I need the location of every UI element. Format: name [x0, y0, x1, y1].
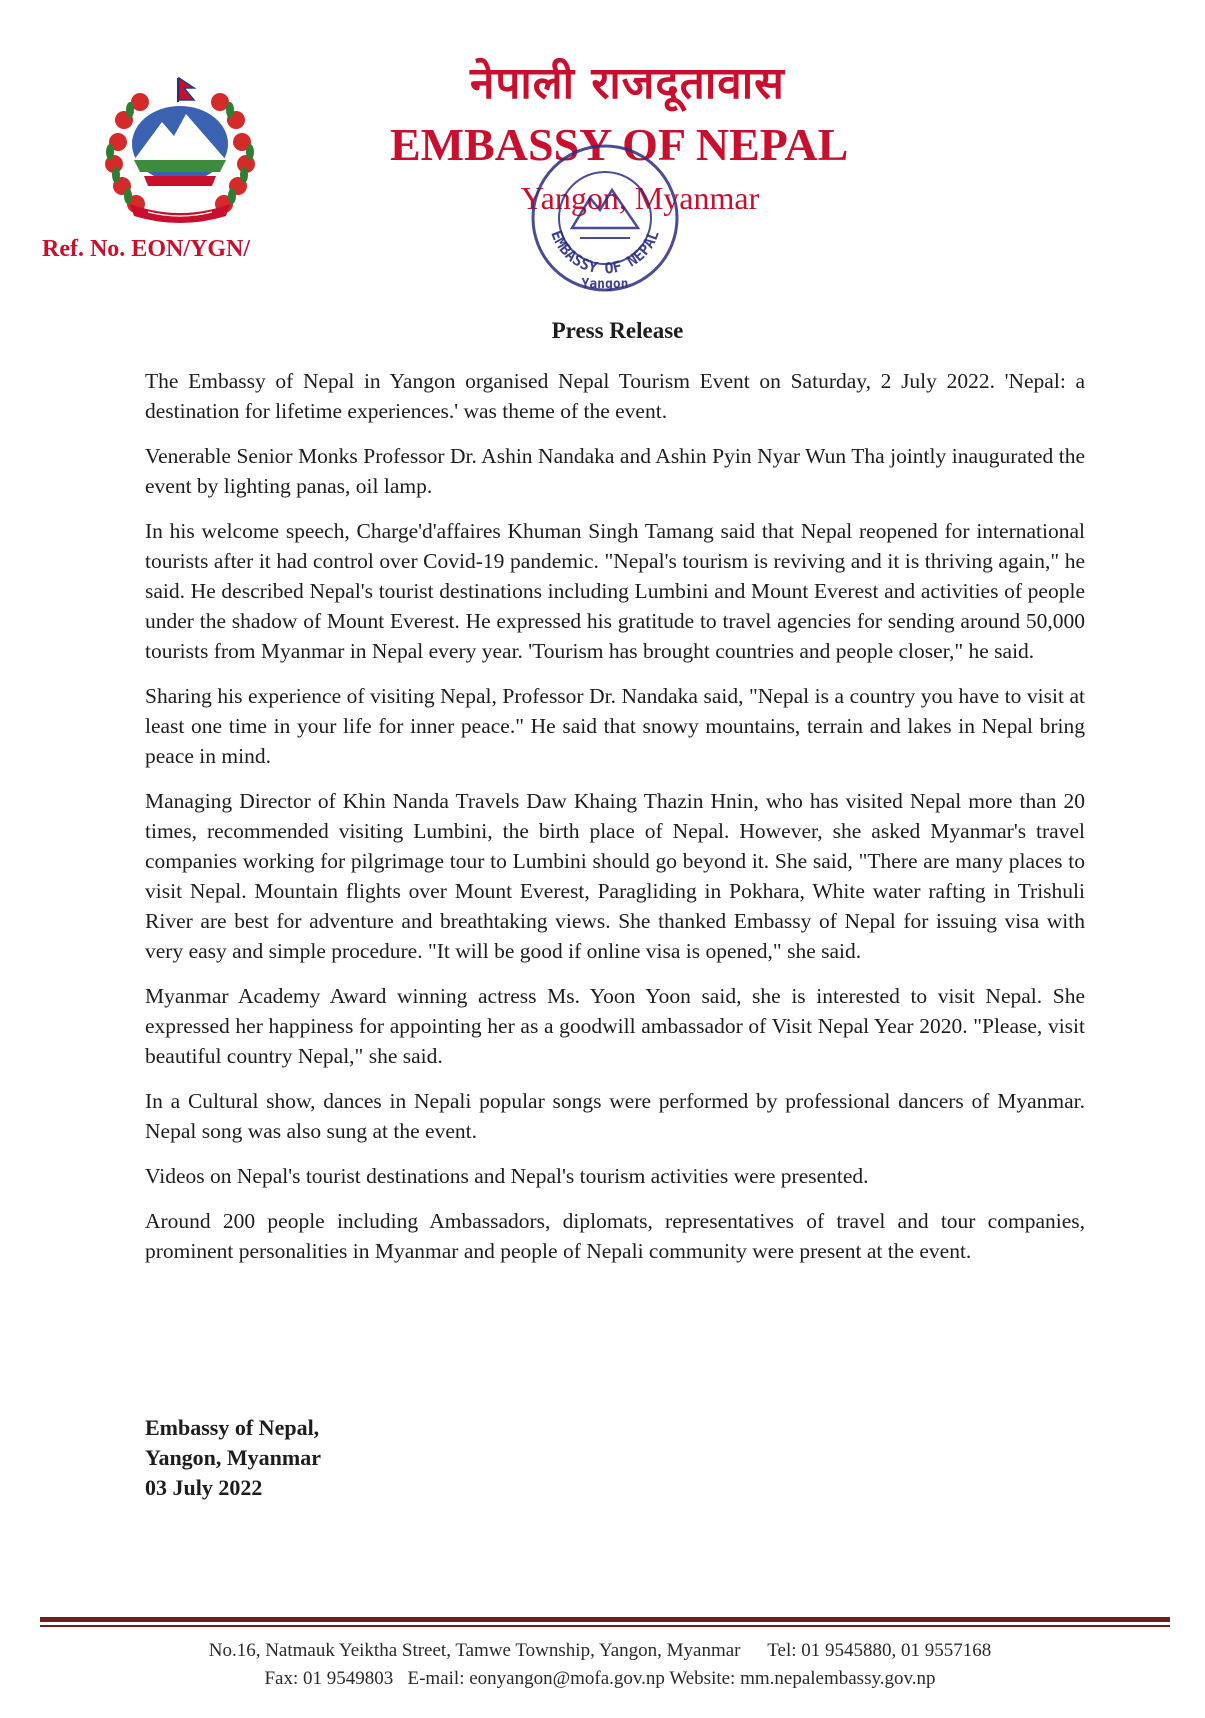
nepali-embassy-title: नेपाली राजदूतावास	[470, 58, 785, 109]
paragraph: In a Cultural show, dances in Nepali popular songs were performed by professional dancers of Myanmar. Nepal song was also sung at the event.	[145, 1089, 1085, 1143]
nepal-emblem-icon	[100, 72, 260, 224]
signature-line: Yangon, Myanmar	[145, 1445, 322, 1470]
paragraph: Sharing his experience of visiting Nepal, Professor Dr. Nandaka said, "Nepal is a country you have to visit at least one time in your life for inner peace." He said that snowy mountains, terrain and lakes in Nepal bring peace in mind.	[145, 684, 1085, 768]
paragraph: The Embassy of Nepal in Yangon organised Nepal Tourism Event on Saturday, 2 July 2022. 'Nepal: a destination for lifetime experiences.' was theme of the event.	[145, 369, 1085, 423]
signature-block	[145, 1413, 321, 1503]
paragraph: Around 200 people including Ambassadors, diplomats, representatives of travel and tour companies, prominent personalities in Myanmar and people of Nepali community were present at the event.	[145, 1209, 1085, 1263]
press-release-body	[145, 366, 1085, 1281]
footer-website[interactable]: Website: mm.nepalembassy.gov.np	[669, 1668, 936, 1689]
paragraph: Myanmar Academy Award winning actress Ms. Yoon Yoon said, she is interested to visit Nepal. She expressed her happiness for appointing her as a goodwill ambassador of Visit Nepal Year 2020. "Please, visit beautiful country Nepal," she said.	[145, 984, 1085, 1068]
signature-date: 03 July 2022	[145, 1475, 263, 1500]
embassy-location: Yangon, Myanmar	[520, 180, 760, 216]
footer-divider-thin	[40, 1625, 1170, 1627]
paragraph: In his welcome speech, Charge'd'affaires Khuman Singh Tamang said that Nepal reopened for international tourists after it had control over Covid-19 pandemic. "Nepal's tourism is reviving and it is thriving again," he said. He described Nepal's tourist destinations including Lumbini and Mount Everest and activities of people under the shadow of Mount Everest. He expressed his gratitude to travel agencies for sending around 50,000 tourists from Myanmar in Nepal every year. 'Tourism has brought countries and people closer," he said.	[145, 519, 1085, 663]
footer-email[interactable]: E-mail: eonyangon@mofa.gov.np	[407, 1668, 665, 1689]
reference-number: Ref. No. EON/YGN/	[42, 236, 250, 262]
svg-text:Yangon: Yangon	[581, 277, 629, 292]
svg-text:EMBASSY OF NEPAL: EMBASSY OF NEPAL	[547, 228, 663, 278]
footer-telephone: Tel: 01 9545880, 01 9557168	[767, 1640, 992, 1661]
footer-divider	[40, 1617, 1170, 1622]
footer-address: No.16, Natmauk Yeiktha Street, Tamwe Township, Yangon, Myanmar	[208, 1640, 741, 1661]
footer-contact	[100, 1637, 1100, 1693]
paragraph: Managing Director of Khin Nanda Travels Daw Khaing Thazin Hnin, who has visited Nepal more than 20 times, recommended visiting Lumbini, the birth place of Nepal. However, she asked Myanmar's travel companies working for pilgrimage tour to Lumbini should go beyond it. She said, "There are many places to visit Nepal. Mountain flights over Mount Everest, Paragliding in Pokhara, White water rafting in Trishuli River are best for adventure and breathtaking views. She thanked Embassy of Nepal for issuing visa with very easy and simple procedure. "It will be good if online visa is opened," she said.	[145, 789, 1085, 963]
press-release-title: Press Release	[551, 318, 684, 343]
signature-line: Embassy of Nepal,	[145, 1415, 320, 1440]
embassy-seal-stamp	[520, 128, 690, 298]
embassy-title: EMBASSY OF NEPAL	[390, 119, 849, 170]
footer-fax: Fax: 01 9549803	[264, 1668, 394, 1689]
paragraph: Venerable Senior Monks Professor Dr. Ashin Nandaka and Ashin Pyin Nyar Wun Tha jointly inaugurated the event by lighting panas, oil lamp.	[145, 444, 1085, 498]
paragraph: Videos on Nepal's tourist destinations and Nepal's tourism activities were presented.	[145, 1164, 869, 1188]
